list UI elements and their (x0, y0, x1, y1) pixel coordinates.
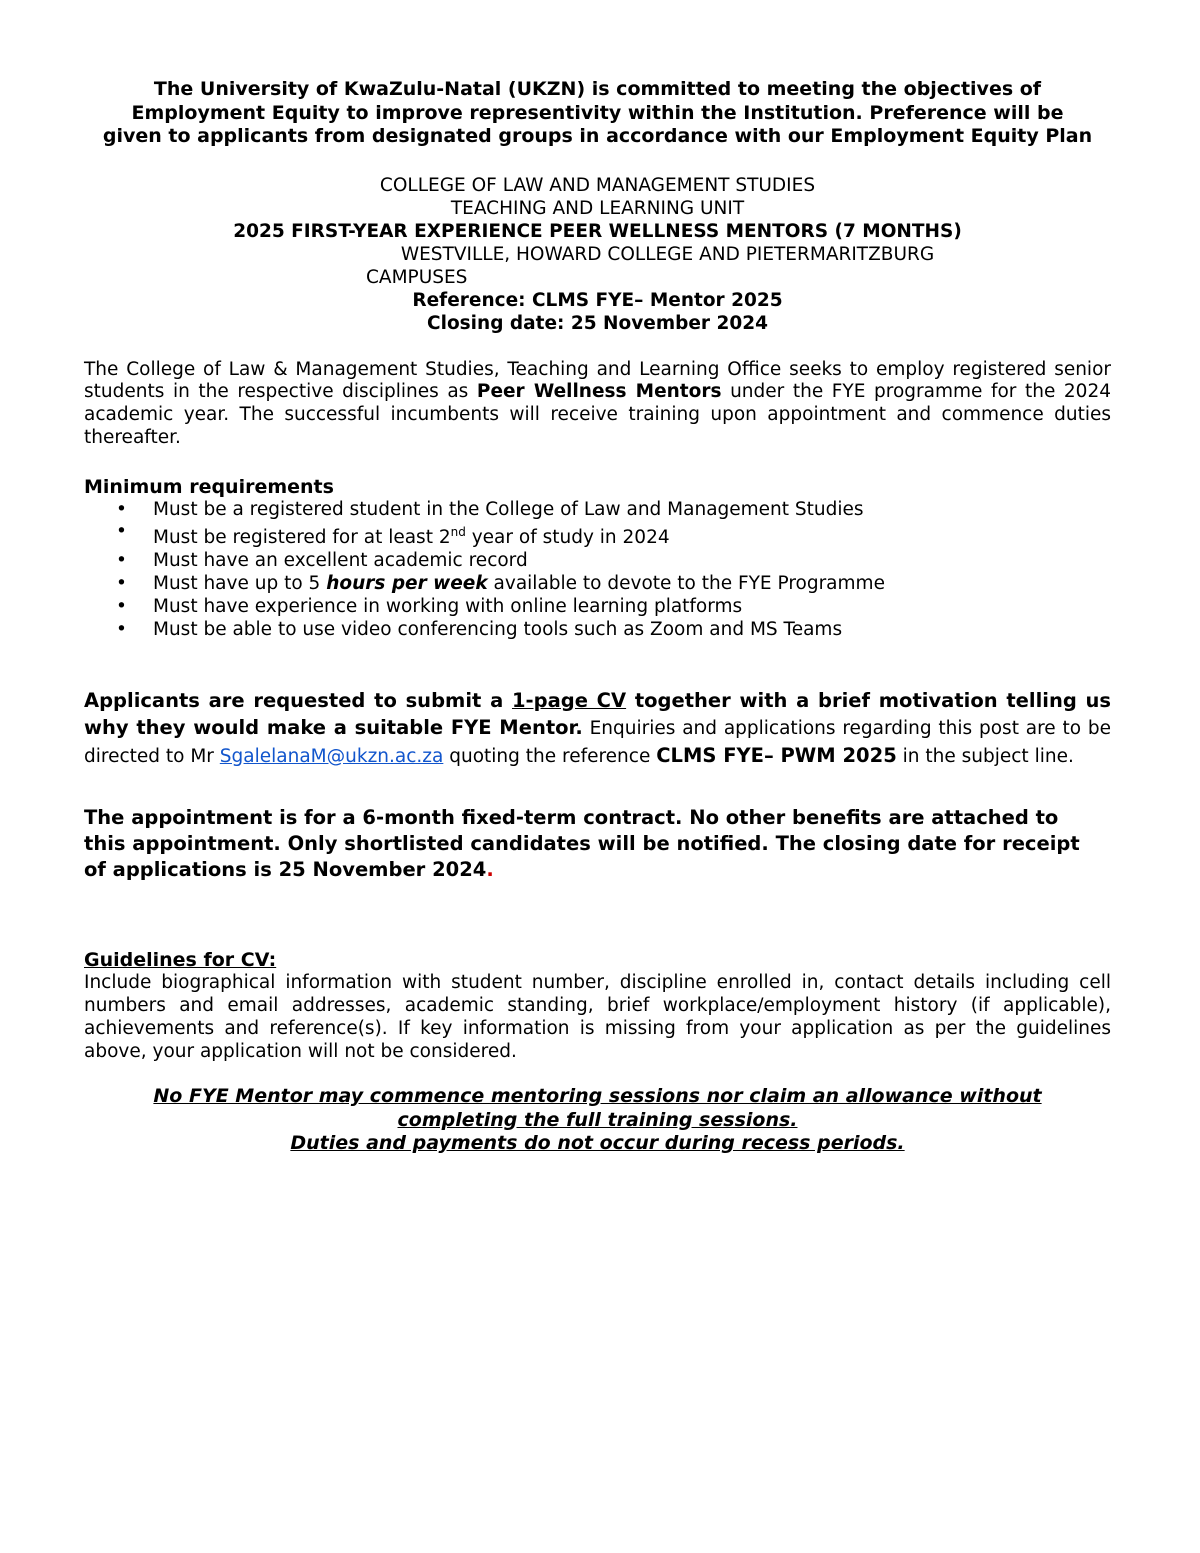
mentor-notice (84, 1085, 1111, 1156)
position-title: 2025 FIRST-YEAR EXPERIENCE PEER WELLNESS MENTORS (7 MONTHS) (233, 220, 962, 242)
list-item: • Must have experience in working with online learning platforms (116, 596, 743, 618)
guidelines-title: Guidelines for CV: (84, 949, 277, 972)
guidelines-text: Include biographical information with student number, discipline enrolled in, contact details including cell numbers and email addresses, academic standing, brief workplace/employment history (if applicable), achievements and reference(s). If key information is missing from your application as per the guidelines above, your application will not be considered. (84, 972, 1111, 1062)
closing-date: Closing date: 25 November 2024 (427, 312, 768, 334)
list-item: • Must have an excellent academic record (116, 550, 528, 572)
bullet-icon: • (116, 550, 127, 572)
list-item: • Must be a registered student in the College of Law and Management Studies (116, 498, 864, 520)
application-reference: CLMS FYE– PWM 2025 (656, 743, 897, 767)
red-period: . (486, 858, 494, 882)
list-item: • Must have up to 5 hours per week available to devote to the FYE Programme (116, 573, 885, 595)
requirements-list (84, 499, 1111, 642)
campuses-line: CAMPUSES (366, 266, 468, 288)
reference-number: Reference: CLMS FYE– Mentor 2025 (412, 289, 783, 311)
description-text: under the FYE programme for the 2024 academic year. The successful incumbents will receive training upon appointment and commence duties thereafter. (84, 381, 1111, 448)
equity-statement-line: Employment Equity to improve representivity within the Institution. Preference will be (131, 101, 1064, 124)
list-item: • Must be registered for at least 2nd year of study in 2024 (116, 521, 670, 549)
college-name: COLLEGE OF LAW AND MANAGEMENT STUDIES (379, 174, 816, 196)
campuses-line: WESTVILLE, HOWARD COLLEGE AND PIETERMARITZBURG (400, 243, 935, 265)
position-description (84, 359, 1111, 450)
equity-statement (84, 78, 1111, 149)
appointment-terms: The appointment is for a 6-month fixed-term contract. No other benefits are attached to this appointment. Only shortlisted candidates will be notified. The closing date for receipt of applications is 25 November 2024. (84, 806, 1080, 882)
equity-statement-line: given to applicants from designated groups in accordance with our Employment Equity Plan (102, 125, 1093, 147)
bullet-icon: • (116, 498, 127, 520)
bullet-icon: • (116, 596, 127, 618)
notice-line: Duties and payments do not occur during recess periods. (290, 1132, 905, 1155)
vacancy-heading (84, 174, 1111, 335)
cv-requirement: 1-page CV (511, 688, 627, 712)
requirements-title: Minimum requirements (84, 475, 334, 498)
bullet-icon: • (116, 573, 127, 595)
description-role: Peer Wellness Mentors (476, 381, 722, 403)
notice-line: completing the full training sessions. (397, 1108, 798, 1131)
notice-line: No FYE Mentor may commence mentoring sessions nor claim an allowance without (153, 1085, 1042, 1108)
list-item: • Must be able to use video conferencing tools such as Zoom and MS Teams (116, 618, 843, 640)
contact-email-link[interactable]: SgalelanaM@ukzn.ac.za (219, 745, 444, 767)
description-text: The College of Law & Management Studies, Teaching and Learning Office seeks to employ registered senior students in the respective disciplines as (84, 358, 1111, 403)
bullet-icon: • (116, 521, 127, 543)
unit-name: TEACHING AND LEARNING UNIT (450, 197, 745, 219)
application-instructions: Applicants are requested to submit a 1-page CV together with a brief motivation telling us why they would make a suitable FYE Mentor. Enquiries and applications regarding this post are to be directed to Mr SgalelanaM@ukzn.ac.za quoting the reference CLMS FYE– PWM 2025 in the subject line. (84, 688, 1112, 767)
bullet-icon: • (116, 618, 127, 640)
equity-statement-line: The University of KwaZulu-Natal (UKZN) is committed to meeting the objectives of (153, 78, 1042, 100)
